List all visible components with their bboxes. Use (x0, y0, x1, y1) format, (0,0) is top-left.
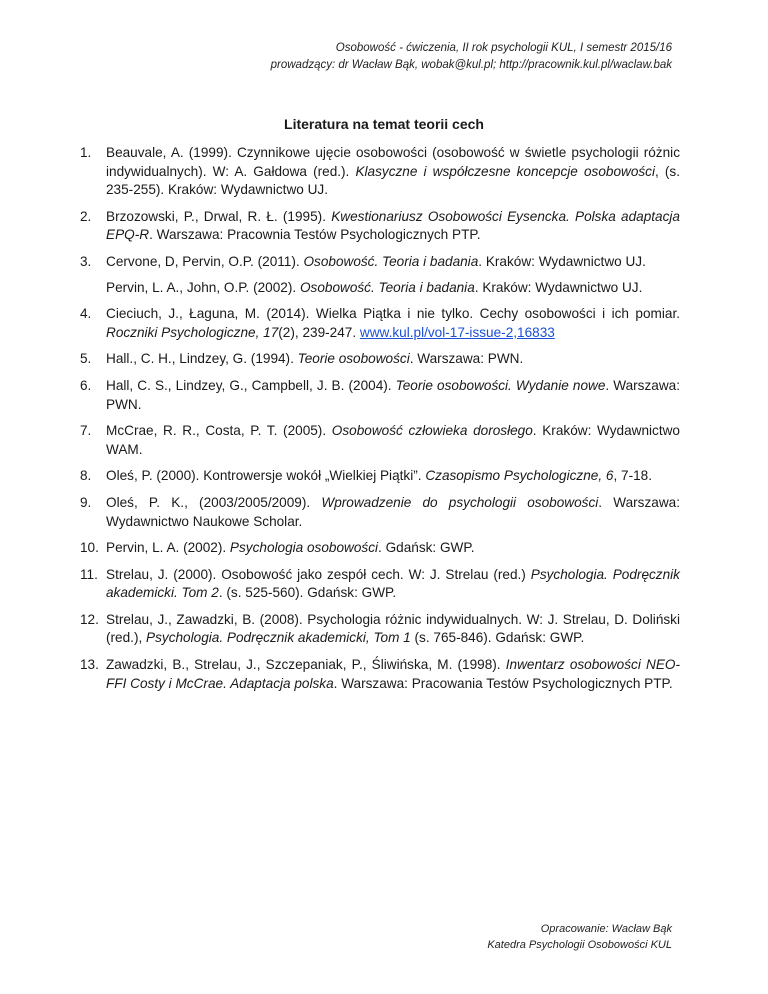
reference-text: Strelau, J., Zawadzki, B. (2008). Psychologia różnic indywidualnych. W: J. Strelau, D. Doliński (red.), (106, 611, 680, 646)
reference-item (80, 208, 680, 245)
reference-item (80, 377, 680, 414)
reference-number: 3. (80, 253, 92, 269)
header-course-line: Osobowość - ćwiczenia, II rok psychologii KUL, I semestr 2015/16 (335, 42, 672, 54)
reference-title: Psychologia. Podręcznik akademicki. Tom 2 (106, 566, 680, 601)
reference-text: Beauvale, A. (1999). Czynnikowe ujęcie osobowości (osobowość w świetle psychologii różnic indywidualnych). W: A. Gałdowa (red.). (106, 145, 680, 179)
reference-number: 7. (80, 423, 92, 439)
reference-title: Teorie osobowości (297, 351, 410, 367)
page-title: Literatura na temat teorii cech (284, 116, 484, 132)
reference-text: , 7-18. (613, 468, 653, 484)
reference-item (80, 279, 680, 298)
reference-item (80, 350, 680, 369)
reference-text: . Warszawa: PWN. (106, 377, 680, 412)
reference-text: . Kraków: Wydawnictwo UJ. (478, 253, 646, 269)
reference-item (80, 305, 680, 342)
reference-number: 1. (80, 145, 92, 160)
reference-number: 13. (80, 657, 99, 673)
reference-title: Wprowadzenie do psychologii osobowości (321, 494, 599, 510)
reference-text: Strelau, J. (2000). Osobowość jako zespół cech. W: J. Strelau (red.) (106, 566, 531, 582)
reference-title: Roczniki Psychologiczne, 17 (106, 324, 279, 340)
reference-title: Kwestionariusz Osobowości Eysencka. Polska adaptacja EPQ-R (106, 208, 680, 243)
reference-text: . Kraków: Wydawnictwo UJ. (474, 279, 643, 295)
reference-item (80, 566, 680, 603)
reference-item (80, 539, 680, 558)
reference-text: . (s. 525-560). Gdańsk: GWP. (218, 585, 397, 601)
reference-link[interactable]: www.kul.pl/vol-17-issue-2,16833 (359, 324, 555, 340)
reference-text: McCrae, R. R., Costa, P. T. (2005). (106, 423, 332, 439)
page-header (271, 40, 672, 74)
reference-item (80, 494, 680, 531)
reference-number: 12. (80, 611, 99, 627)
reference-item (80, 253, 680, 272)
reference-item (80, 422, 680, 459)
reference-text: Oleś, P. (2000). Kontrowersje wokół „Wielkiej Piątki”. (106, 468, 426, 484)
reference-text: . Warszawa: Pracowania Testów Psychologicznych PTP. (333, 675, 673, 691)
reference-text: . Warszawa: Wydawnictwo Naukowe Scholar. (106, 494, 680, 529)
reference-text: Pervin, L. A., John, O.P. (2002). (106, 279, 300, 295)
reference-text: Pervin, L. A. (2002). (106, 540, 230, 556)
reference-text: Oleś, P. K., (2003/2005/2009). (106, 494, 322, 510)
reference-text: . Warszawa: PWN. (409, 351, 524, 367)
reference-text: , (s. 235-255). Kraków: Wydawnictwo UJ. (106, 163, 680, 198)
reference-text: Brzozowski, P., Drwal, R. Ł. (1995). (106, 208, 332, 224)
reference-number: 4. (80, 306, 92, 322)
reference-text: . Kraków: Wydawnictwo WAM. (106, 423, 680, 457)
reference-number: 2. (80, 208, 92, 224)
reference-title: Psychologia. Podręcznik akademicki, Tom 1 (146, 630, 411, 646)
reference-number: 8. (80, 468, 92, 484)
reference-number: 11. (80, 566, 98, 582)
reference-title: Osobowość. Teoria i badania (299, 279, 475, 295)
reference-number: 10. (80, 540, 99, 556)
reference-title: Inwentarz osobowości NEO-FFI Costy i McCrae. Adaptacja polska (106, 657, 680, 691)
reference-text: (2), 239-247. (278, 324, 360, 340)
page-footer (487, 921, 672, 953)
footer-department-line: Katedra Psychologii Osobowości KUL (487, 939, 672, 951)
reference-number: 6. (80, 377, 92, 393)
reference-text: Cieciuch, J., Łaguna, M. (2014). Wielka Piątka i nie tylko. Cechy osobowości i ich pomiar. (106, 306, 680, 322)
reference-item (80, 467, 680, 486)
reference-text: Cervone, D, Pervin, O.P. (2011). (106, 253, 304, 269)
reference-title: Teorie osobowości. Wydanie nowe (395, 377, 606, 393)
reference-title: Psychologia osobowości (229, 540, 379, 556)
reference-item (80, 144, 680, 200)
footer-author-line: Opracowanie: Wacław Bąk (540, 923, 672, 935)
reference-title: Osobowość. Teoria i badania (303, 253, 479, 269)
reference-text: Zawadzki, B., Strelau, J., Szczepaniak, P., Śliwińska, M. (1998). (106, 657, 506, 673)
reference-title: Klasyczne i współczesne koncepcje osobowości (355, 163, 655, 179)
reference-number: 9. (80, 494, 92, 510)
header-instructor-line: prowadzący: dr Wacław Bąk, wobak@kul.pl; http://pracownik.kul.pl/waclaw.bak (270, 59, 672, 71)
reference-title: Osobowość człowieka dorosłego (331, 423, 533, 439)
reference-text: Hall., C. H., Lindzey, G. (1994). (106, 351, 298, 367)
reference-number: 5. (80, 351, 92, 367)
reference-title: Czasopismo Psychologiczne, 6 (425, 468, 614, 484)
reference-list (80, 144, 680, 701)
reference-text: (s. 765-846). Gdańsk: GWP. (410, 630, 585, 646)
reference-item (80, 656, 680, 693)
reference-text: Hall, C. S., Lindzey, G., Campbell, J. B. (2004). (106, 377, 396, 393)
reference-item (80, 611, 680, 648)
reference-text: . Warszawa: Pracownia Testów Psychologicznych PTP. (149, 227, 481, 243)
reference-text: . Gdańsk: GWP. (378, 540, 475, 556)
